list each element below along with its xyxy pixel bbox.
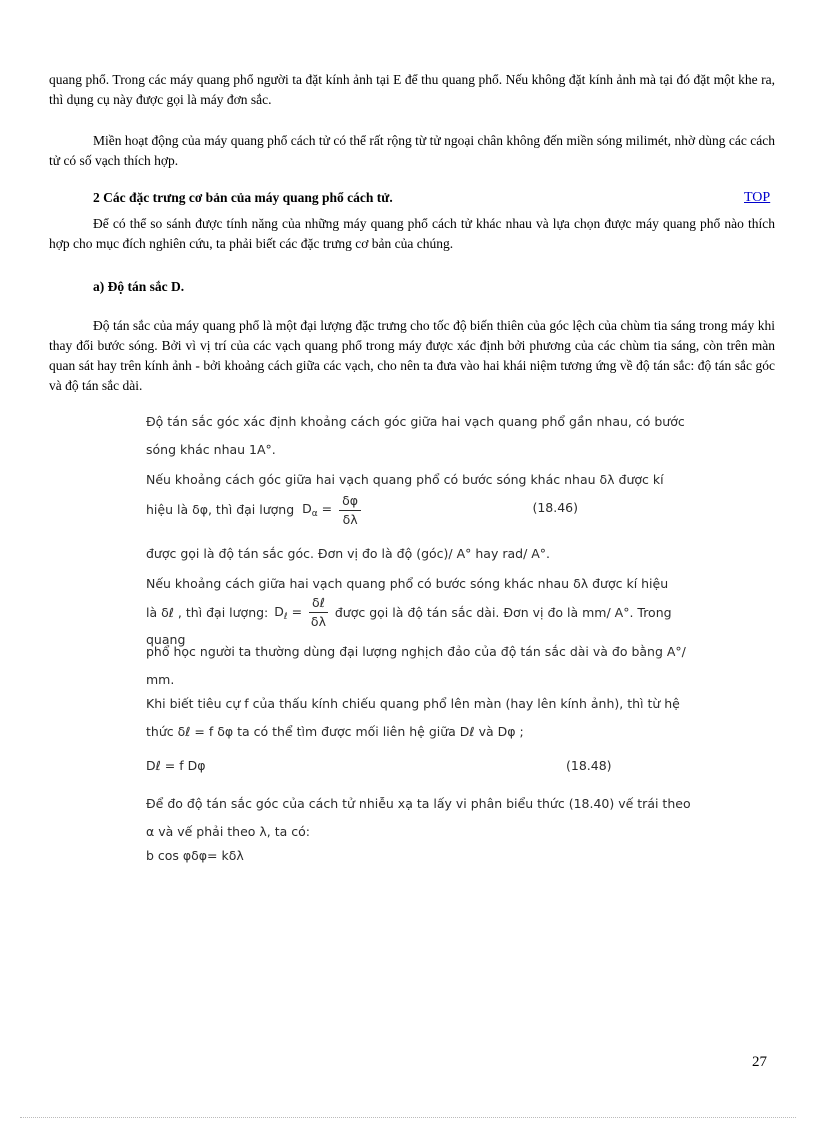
scan-line-7: phổ học người ta thường dùng đại lượng nghịch đảo của độ tán sắc dài và đo bằng A°/ mm. — [146, 644, 686, 687]
paragraph-4: Độ tán sắc của máy quang phổ là một đại lượng đặc trưng cho tốc độ biến thiên của góc lệch của chùm tia sáng trong máy khi thay đổi bước sóng. Bởi vì vị trí của các vạch quang phổ trong máy được xác định bởi phương của các chùm tia sáng, còn trên màn quan sát hay trên kính ảnh - bởi khoảng cách giữa các vạch, cho nên ta đưa vào hai khái niệm tương ứng về độ tán sắc: độ tán sắc góc và độ tán sắc dài. — [49, 318, 775, 393]
paragraph-3: Để có thể so sánh được tính năng của những máy quang phổ cách tử khác nhau và lựa chọn được máy quang phổ nào thích hợp cho mục đích nghiên cứu, ta phải biết các đặc trưng cơ bản của chúng. — [49, 216, 775, 251]
eq1-fraction: $\frac{\delta\varphi}{\delta\lambda}$ — [339, 492, 361, 529]
eq1-lhs: $D_\alpha$ = — [302, 501, 333, 519]
eq2-fraction: $\frac{\text{δℓ}}{\delta\lambda}$ — [310, 595, 326, 629]
scan-line-6-post: được gọi là độ tán sắc dài. Đơn vị đo là mm/ A°. Trong quang — [146, 605, 672, 647]
scan-paragraph-grating: Để đo độ tán sắc góc của cách tử nhiễu xạ ta lấy vi phân biểu thức (18.40) vế trái theo α và vế phải theo λ, ta có: — [146, 796, 691, 839]
scan-line-4: được gọi là độ tán sắc góc. Đơn vị đo là độ (góc)/ A° hay rad/ A°. — [146, 546, 551, 561]
section-heading: 2 Các đặc trưng cơ bản của máy quang phổ cách tử. — [93, 190, 393, 205]
eq3-number: (18.48) — [566, 758, 612, 773]
page-number: 27 — [752, 1054, 767, 1070]
scan-line-2: Nếu khoảng cách góc giữa hai vạch quang phổ có bước sóng khác nhau δλ được kí — [146, 472, 664, 487]
scan-paragraph-1: Độ tán sắc góc xác định khoảng cách góc giữa hai vạch quang phổ gần nhau, có bước sóng khác nhau 1A°. — [146, 414, 685, 457]
paragraph-1: quang phổ. Trong các máy quang phổ người ta đặt kính ảnh tại E để thu quang phổ. Nếu không đặt kính ảnh mà tại đó đặt một khe ra, thì dụng cụ này được gọi là máy đơn sắc. — [49, 72, 775, 107]
top-link[interactable]: TOP — [744, 190, 771, 205]
eq2-lhs: $D_\ell$ = — [274, 603, 303, 622]
equation-row-dai — [146, 594, 694, 647]
scan-line-5: Nếu khoảng cách giữa hai vạch quang phổ có bước sóng khác nhau δλ được kí hiệu — [146, 576, 669, 591]
subsection-heading: a) Độ tán sắc D. — [93, 279, 185, 294]
paragraph-2: Miền hoạt động của máy quang phổ cách tử có thể rất rộng từ tử ngoại chân không đến miền sóng milimét, nhờ dùng các cách tử có số vạch thích hợp. — [49, 133, 775, 168]
scan-line-6-pre: là δℓ , thì đại lượng: — [146, 605, 269, 620]
eq3: Dℓ = f Dφ — [146, 758, 206, 773]
eq4: b cos φδφ= kδλ — [146, 848, 244, 863]
scan-line-3: hiệu là δφ, thì đại lượng — [146, 502, 295, 517]
eq1-number: (18.46) — [532, 500, 578, 515]
scan-paragraph-focal: Khi biết tiêu cự f của thấu kính chiếu quang phổ lên màn (hay lên kính ảnh), thì từ hệ thức δℓ = f δφ ta có thể tìm được mối liên hệ giữa Dℓ và Dφ ; — [146, 696, 680, 739]
footer-divider — [20, 1117, 796, 1118]
equation-row-1846 — [146, 488, 694, 532]
